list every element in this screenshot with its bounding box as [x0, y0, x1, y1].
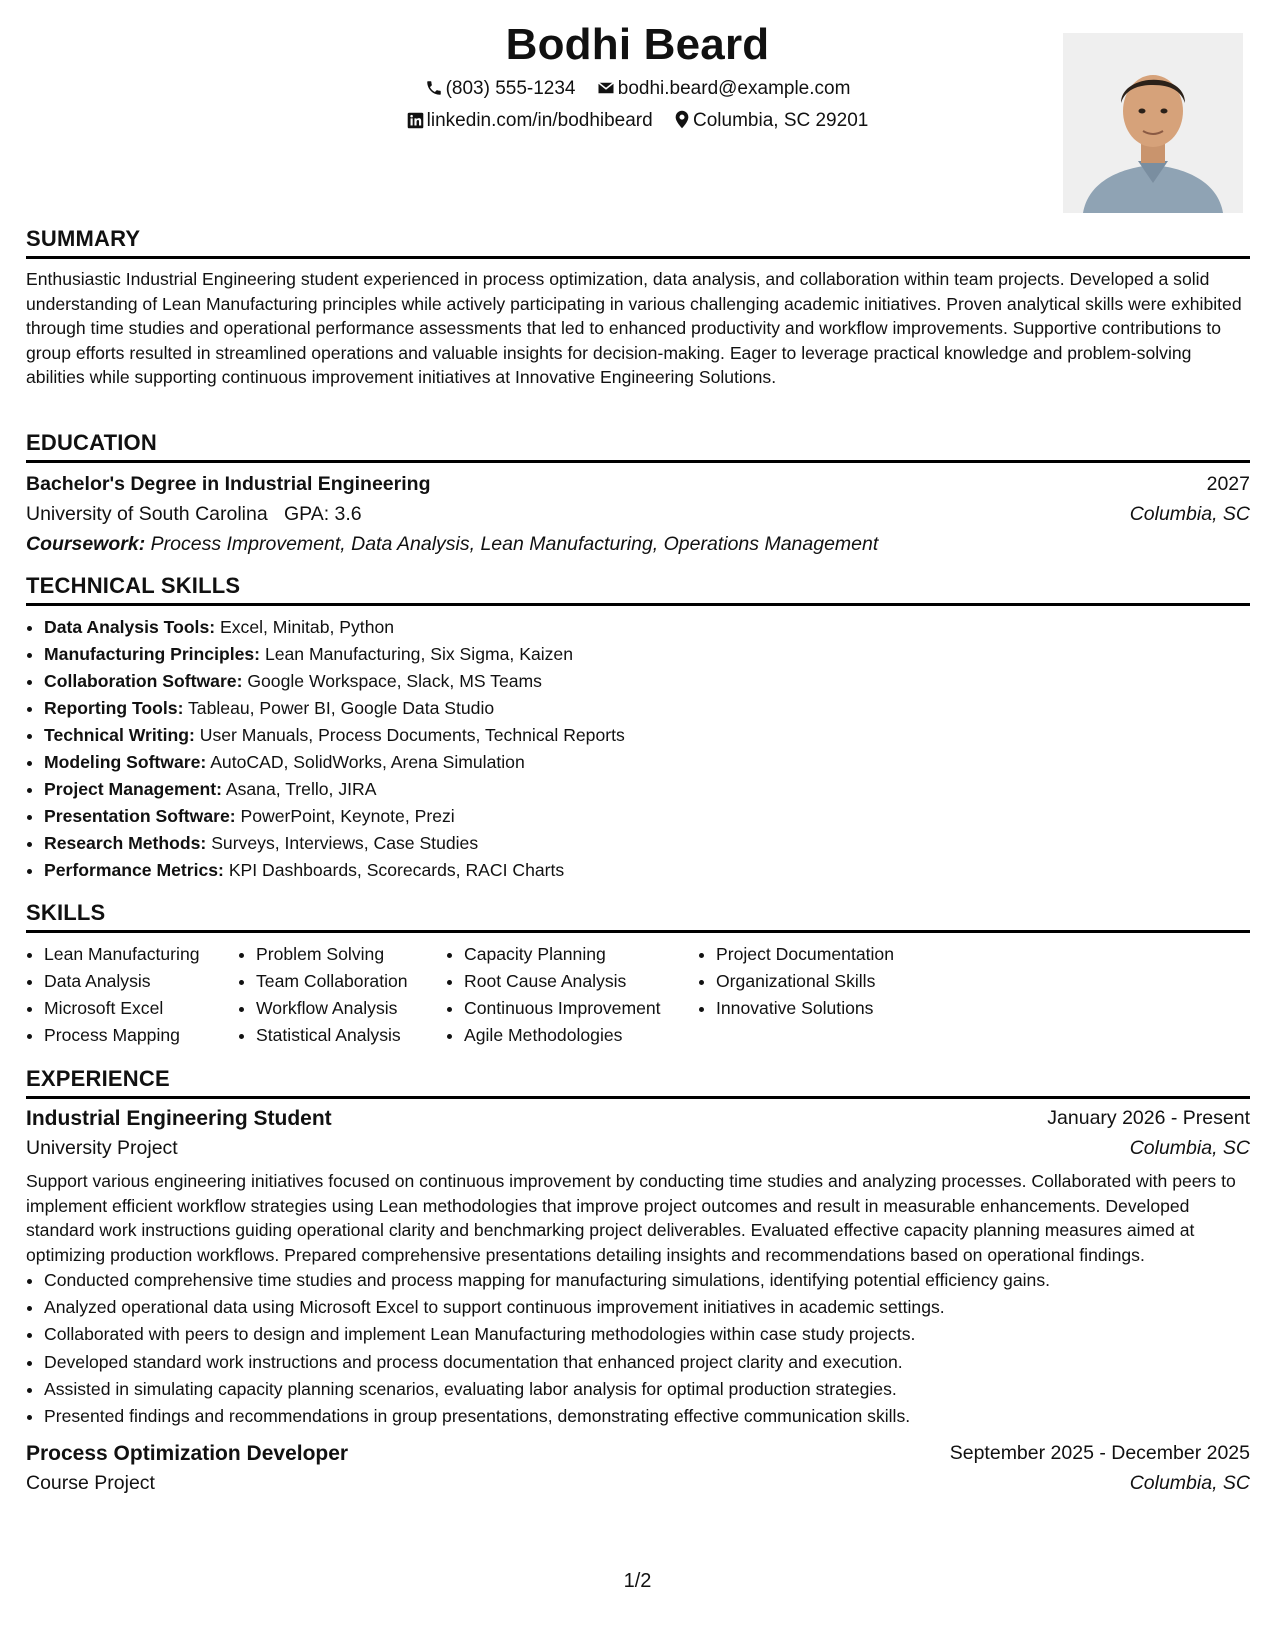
- page-number: 1/2: [623, 1570, 652, 1592]
- list-item: • Assisted in simulating capacity planning scenarios, evaluating labor analysis for optimal production strategies.: [44, 1376, 1250, 1403]
- map-pin-icon: [674, 110, 690, 129]
- email-text: bodhi.beard@example.com: [617, 78, 851, 99]
- education-section: [26, 430, 1250, 563]
- school-info: [26, 503, 362, 526]
- skills-column-2: [238, 941, 446, 1049]
- job-bullets: [26, 1267, 1250, 1430]
- list-item: • Data Analysis: [44, 968, 238, 995]
- list-item: [44, 614, 1250, 641]
- technical-skills-heading: TECHNICAL SKILLS: [26, 573, 1250, 606]
- summary-text: Enthusiastic Industrial Engineering student experienced in process optimization, data analysis, and collaboration within team projects. Developed a solid understanding of Lean Manufacturing principles while actively participating in various challenging academic initiatives. Proven analytical skills were exhibited through time studies and operational performance assessments that led to enhanced productivity and workflow improvements. Supportive contributions to group efforts resulted in streamlined operations and valuable insights for decision-making. Eager to leverage practical knowledge and problem-solving abilities while supporting continuous improvement initiatives at Innovative Engineering Solutions.: [26, 269, 1242, 387]
- profile-photo: [1063, 33, 1243, 213]
- list-item: • Continuous Improvement: [464, 995, 698, 1022]
- experience-section: [26, 1066, 1250, 1502]
- skill-label: Manufacturing Principles:: [44, 644, 261, 664]
- skills-columns: [26, 941, 1250, 1049]
- list-item: • Statistical Analysis: [256, 1022, 446, 1049]
- list-item: • Capacity Planning: [464, 941, 698, 968]
- list-item: [44, 668, 1250, 695]
- skill-value: Surveys, Interviews, Case Studies: [211, 833, 479, 853]
- job-title-row: [26, 1107, 1250, 1137]
- job-title-row: [26, 1442, 1250, 1472]
- skill-value: Lean Manufacturing, Six Sigma, Kaizen: [264, 644, 573, 664]
- skill-label: Project Management:: [44, 779, 222, 799]
- job-location: Columbia, SC: [1129, 1137, 1250, 1159]
- skill-label: Technical Writing:: [44, 725, 195, 745]
- location-item: [674, 110, 868, 132]
- skill-label: Data Analysis Tools:: [44, 617, 216, 637]
- job-title: Industrial Engineering Student: [26, 1107, 332, 1130]
- job-description: Support various engineering initiatives focused on continuous improvement by conducting time studies and analyzing processes. Collaborated with peers to implement efficient workflow strategies using Lean methodologies that improve project outcomes and result in measurable enhancements. Developed standard work instructions guiding operational clarity and benchmarking project deliverables. Evaluated effective capacity planning measures aimed at optimizing production workflows. Prepared comprehensive presentations detailing insights and recommendations based on operational findings.: [26, 1171, 1236, 1265]
- location-text: Columbia, SC 29201: [693, 110, 869, 131]
- skills-column-1: [26, 941, 238, 1049]
- skills-column-3: [446, 941, 698, 1049]
- skills-section: [26, 900, 1250, 1049]
- list-item: • Presented findings and recommendations in group presentations, demonstrating effective communication skills.: [44, 1403, 1250, 1430]
- skills-column-4: [698, 941, 956, 1049]
- list-item: • Team Collaboration: [256, 968, 446, 995]
- job-org: University Project: [26, 1137, 178, 1159]
- list-item: [44, 776, 1250, 803]
- resume-header: [0, 0, 1275, 220]
- skill-label: Performance Metrics:: [44, 860, 224, 880]
- gpa: GPA: 3.6: [283, 503, 362, 525]
- list-item: • Lean Manufacturing: [44, 941, 238, 968]
- list-item: • Project Documentation: [716, 941, 956, 968]
- school-location: Columbia, SC: [1129, 503, 1250, 525]
- phone-icon: [425, 79, 443, 97]
- list-item: • Conducted comprehensive time studies and process mapping for manufacturing simulations, identifying potential efficiency gains.: [44, 1267, 1250, 1294]
- job-dates: September 2025 - December 2025: [949, 1442, 1250, 1465]
- skills-heading: SKILLS: [26, 900, 1250, 933]
- skill-value: Excel, Minitab, Python: [219, 617, 395, 637]
- job-org-row: [26, 1472, 1250, 1502]
- skill-value: User Manuals, Process Documents, Technical Reports: [199, 725, 625, 745]
- list-item: • Analyzed operational data using Microsoft Excel to support continuous improvement initiatives in academic settings.: [44, 1294, 1250, 1321]
- list-item: [44, 830, 1250, 857]
- job-location: Columbia, SC: [1129, 1472, 1250, 1495]
- list-item: • Problem Solving: [256, 941, 446, 968]
- skill-value: PowerPoint, Keynote, Prezi: [240, 806, 455, 826]
- summary-heading: SUMMARY: [26, 226, 1250, 259]
- job-title: Process Optimization Developer: [26, 1442, 349, 1466]
- skill-label: Presentation Software:: [44, 806, 236, 826]
- list-item: [44, 722, 1250, 749]
- education-degree-row: [26, 473, 1250, 503]
- coursework-text: Process Improvement, Data Analysis, Lean Manufacturing, Operations Management: [150, 533, 879, 555]
- phone-item: [425, 78, 576, 100]
- job-entry: [26, 1442, 1250, 1502]
- school-name: University of South Carolina: [26, 503, 268, 525]
- technical-skills-list: [26, 614, 1250, 884]
- coursework: [26, 533, 878, 556]
- linkedin-icon: [407, 112, 424, 129]
- skill-value: Asana, Trello, JIRA: [225, 779, 377, 799]
- job-entry: [26, 1107, 1250, 1430]
- list-item: • Process Mapping: [44, 1022, 238, 1049]
- list-item: • Organizational Skills: [716, 968, 956, 995]
- list-item: • Workflow Analysis: [256, 995, 446, 1022]
- job-org: Course Project: [26, 1472, 155, 1495]
- job-dates: January 2026 - Present: [1047, 1107, 1250, 1129]
- graduation-year: 2027: [1206, 473, 1250, 495]
- list-item: [44, 749, 1250, 776]
- skill-value: KPI Dashboards, Scorecards, RACI Charts: [228, 860, 565, 880]
- experience-heading: EXPERIENCE: [26, 1066, 1250, 1099]
- technical-skills-section: [26, 573, 1250, 884]
- candidate-name: Bodhi Beard: [505, 20, 770, 69]
- linkedin-item[interactable]: [407, 110, 653, 132]
- list-item: • Agile Methodologies: [464, 1022, 698, 1049]
- list-item: • Developed standard work instructions and process documentation that enhanced project clarity and execution.: [44, 1349, 1250, 1376]
- skill-label: Modeling Software:: [44, 752, 207, 772]
- summary-section: [26, 226, 1250, 390]
- skill-label: Reporting Tools:: [44, 698, 184, 718]
- coursework-row: [26, 533, 1250, 563]
- degree-title: Bachelor's Degree in Industrial Engineering: [26, 473, 431, 495]
- skill-value: AutoCAD, SolidWorks, Arena Simulation: [210, 752, 525, 772]
- list-item: • Collaborated with peers to design and implement Lean Manufacturing methodologies within case study projects.: [44, 1321, 1250, 1348]
- list-item: [44, 695, 1250, 722]
- education-heading: EDUCATION: [26, 430, 1250, 463]
- linkedin-text: linkedin.com/in/bodhibeard: [426, 110, 653, 131]
- skill-value: Tableau, Power BI, Google Data Studio: [188, 698, 495, 718]
- skill-label: Research Methods:: [44, 833, 207, 853]
- phone-text: (803) 555-1234: [445, 78, 576, 99]
- skill-value: Google Workspace, Slack, MS Teams: [247, 671, 542, 691]
- list-item: [44, 857, 1250, 884]
- list-item: • Microsoft Excel: [44, 995, 238, 1022]
- list-item: • Root Cause Analysis: [464, 968, 698, 995]
- skill-label: Collaboration Software:: [44, 671, 243, 691]
- list-item: • Innovative Solutions: [716, 995, 956, 1022]
- email-item[interactable]: [597, 78, 851, 100]
- list-item: [44, 803, 1250, 830]
- job-org-row: [26, 1137, 1250, 1167]
- education-school-row: [26, 503, 1250, 533]
- envelope-icon: [597, 79, 615, 97]
- coursework-label: Coursework:: [26, 533, 146, 555]
- list-item: [44, 641, 1250, 668]
